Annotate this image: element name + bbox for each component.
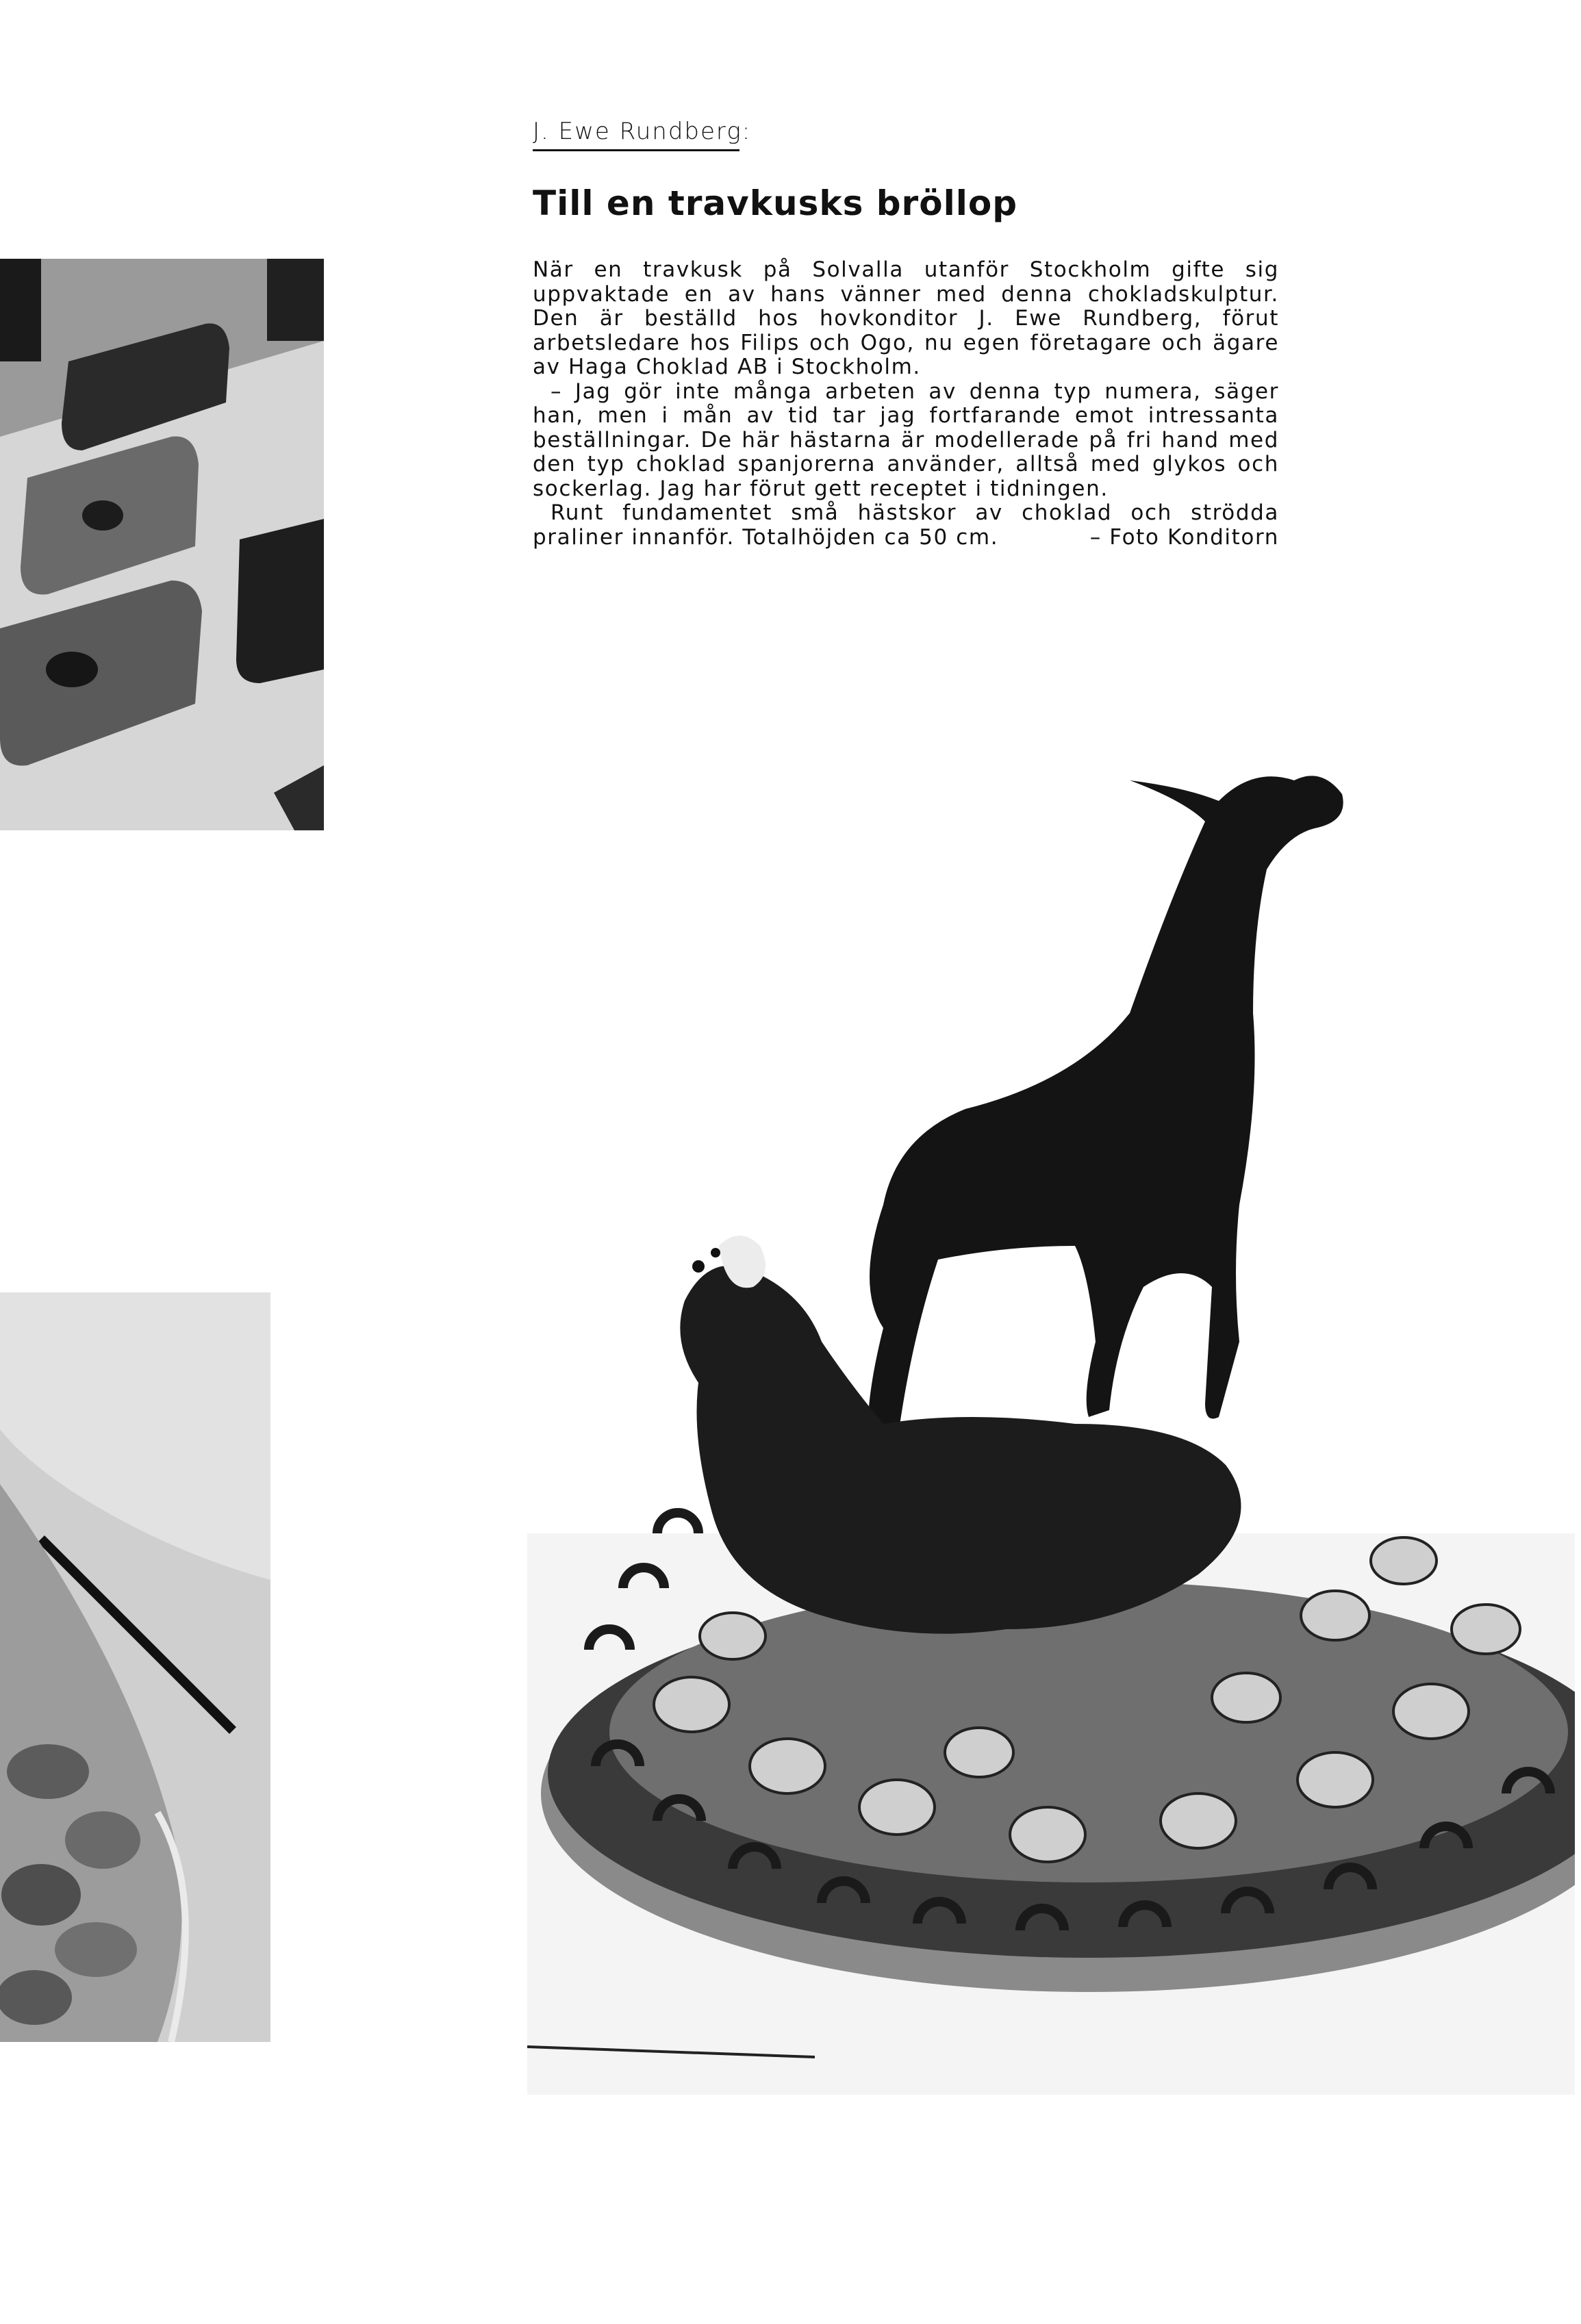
article-body	[533, 258, 1279, 550]
photo-pastry-platter	[0, 1292, 270, 2042]
photo-chocolate-display	[0, 259, 324, 830]
article-paragraph	[533, 501, 1279, 550]
article-title: Till en travkusks bröllop	[533, 183, 1017, 223]
photo-chocolate-horse-sculpture	[527, 726, 1575, 2095]
photo-credit: – Foto Konditorn	[1089, 524, 1279, 550]
article-paragraph: När en travkusk på Solvalla utanför Stockholm gifte sig uppvaktade en av hans vänner med denna chokladskulptur. Den är beställd hos hovkonditor J. Ewe Rundberg, förut arbetsledare hos Filips och Ogo, nu egen företagare och ägare av Haga Choklad AB i Stockholm.	[533, 257, 1279, 379]
byline-underline	[533, 149, 739, 151]
article-paragraph: – Jag gör inte många arbeten av denna typ numera, säger han, men i mån av tid tar jag fortfarande emot intressanta beställningar. De här hästarna är modellerade på fri hand med den typ choklad spanjorerna använder, alltså med glykos och sockerlag. Jag har förut gett receptet i tidningen.	[533, 379, 1279, 501]
article-paragraph-text: Runt fundamentet små hästskor av choklad och strödda praliner innanför. Totalhöjden ca 50 cm.	[533, 500, 1279, 550]
byline: J. Ewe Rundberg:	[533, 118, 752, 145]
